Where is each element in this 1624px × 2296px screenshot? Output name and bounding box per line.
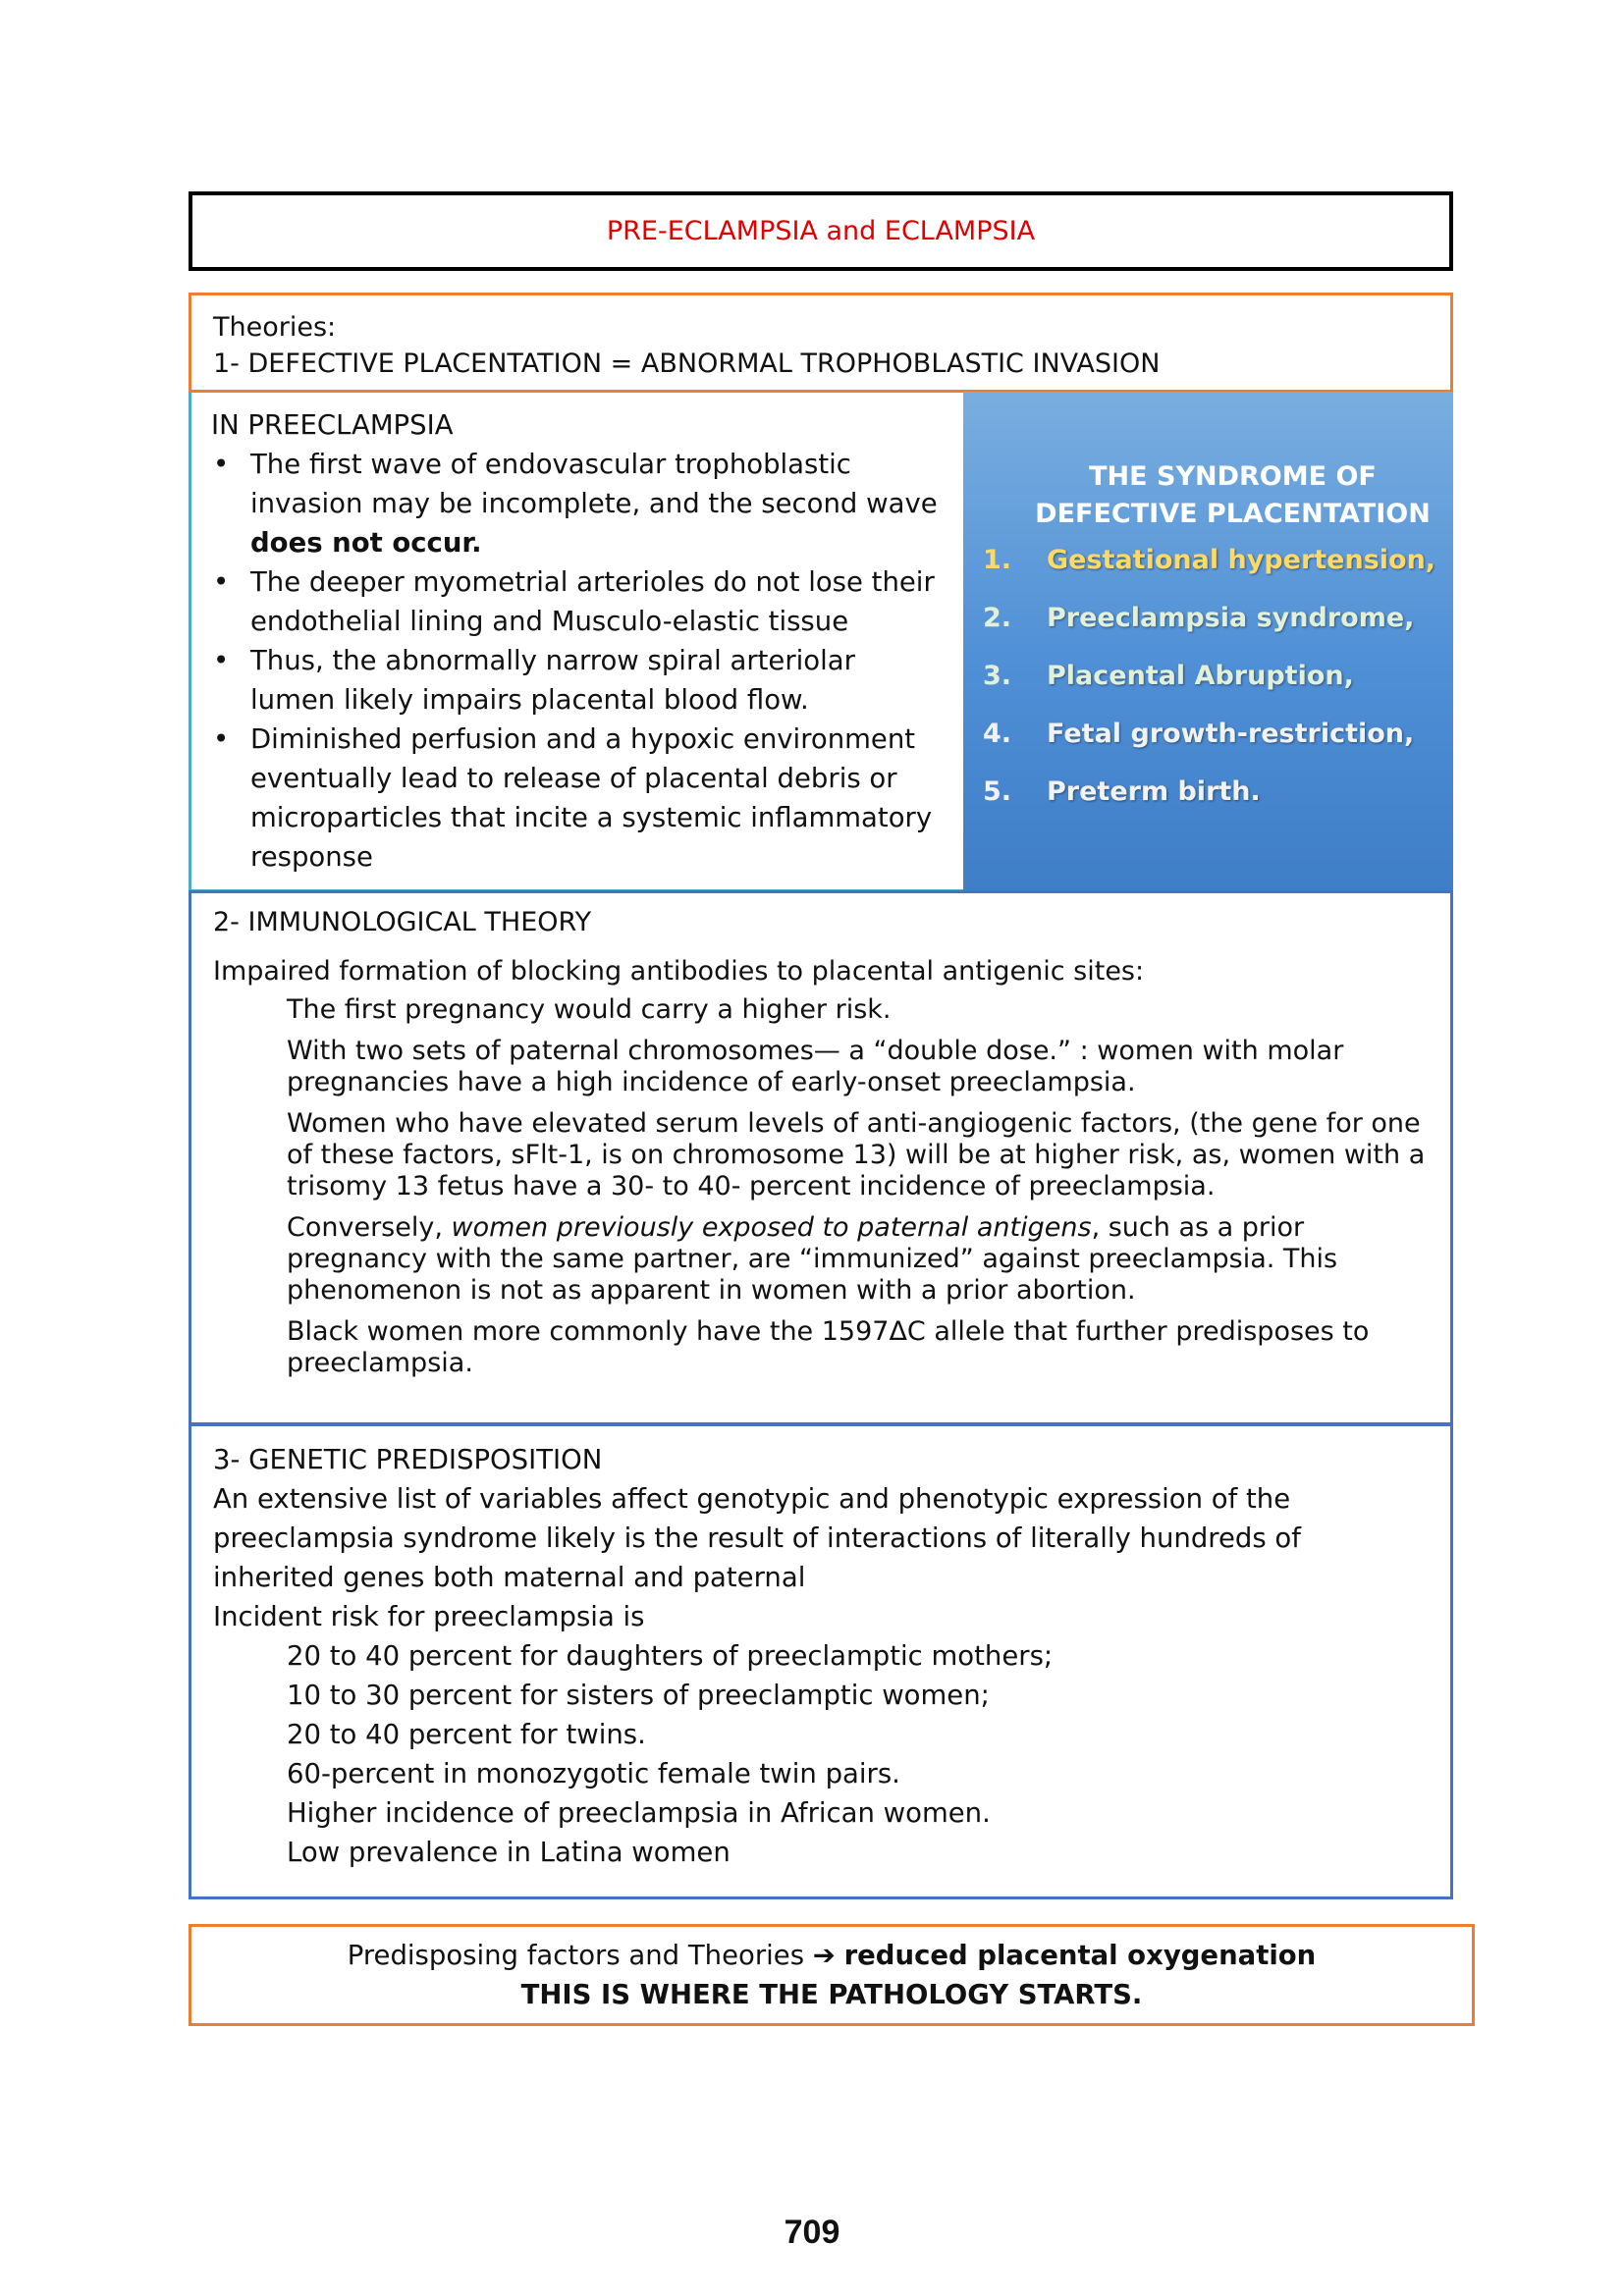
syndrome-item-number: 2. xyxy=(983,603,1012,633)
list-item xyxy=(211,445,944,562)
defective-placentation-section xyxy=(189,392,1453,892)
syndrome-item-text: Placental Abruption, xyxy=(1047,661,1354,691)
syndrome-item-text: Preeclampsia syndrome, xyxy=(1047,603,1415,633)
genetic-predisposition-section xyxy=(189,1423,1453,1899)
summary-line-2-text: THIS IS WHERE THE PATHOLOGY STARTS. xyxy=(520,1979,1143,2010)
list-item: • Diminished perfusion and a hypoxic environment eventually lead to release of placental debris or microparticles that incite a systemic inflammatory response xyxy=(211,720,944,877)
genetic-heading: 3- GENETIC PREDISPOSITION xyxy=(213,1444,603,1475)
bullet-1-bold: does not occur. xyxy=(250,527,482,559)
genetic-intro: An extensive list of variables affect genotypic and phenotypic expression of the preeclampsia syndrome likely is the result of interactions of literally hundreds of inherited genes both maternal and paternal xyxy=(213,1483,1301,1593)
page-title-box xyxy=(189,191,1453,271)
genetic-risk-list xyxy=(287,1636,1429,1872)
immuno-point-1: The first pregnancy would carry a higher risk. xyxy=(287,994,892,1025)
syndrome-item xyxy=(963,661,1453,719)
page-title: PRE-ECLAMPSIA and ECLAMPSIA xyxy=(606,216,1036,246)
list-item: Low prevalence in Latina women xyxy=(287,1837,731,1868)
immuno-point-4-b: , such as a prior pregnancy with the same partner, are “immunized” against preeclampsia. This phenomenon is not as apparent in women with a prior abortion. xyxy=(287,1212,1338,1306)
summary-bold: reduced placental oxygenation xyxy=(843,1940,1317,1971)
list-item: Higher incidence of preeclampsia in African women. xyxy=(287,1797,991,1829)
list-item: 20 to 40 percent for daughters of preeclamptic mothers; xyxy=(287,1640,1054,1672)
syndrome-list xyxy=(963,545,1453,834)
summary-text: Predisposing factors and Theories xyxy=(347,1940,805,1971)
preeclampsia-bullets xyxy=(211,445,944,877)
immuno-point-2: With two sets of paternal chromosomes— a “double dose.” : women with molar pregnancies have a high incidence of early-onset preeclampsia. xyxy=(287,1036,1344,1097)
page-number: 709 xyxy=(784,2214,840,2251)
list-item: • Thus, the abnormally narrow spiral arteriolar lumen likely impairs placental blood flow. xyxy=(211,641,944,720)
immuno-point-5: Black women more commonly have the 1597ΔC allele that further predisposes to preeclampsia. xyxy=(287,1316,1370,1378)
theories-box xyxy=(189,293,1453,393)
list-item: 60-percent in monozygotic female twin pairs. xyxy=(287,1758,900,1789)
syndrome-item-text: Fetal growth-restriction, xyxy=(1047,719,1415,749)
syndrome-item-number: 5. xyxy=(983,776,1012,807)
syndrome-item xyxy=(963,776,1453,834)
preeclampsia-panel xyxy=(189,392,963,892)
theory-1-heading: 1- DEFECTIVE PLACENTATION = ABNORMAL TROPHOBLASTIC INVASION xyxy=(213,348,1161,379)
immuno-point-4-a: Conversely, xyxy=(287,1212,443,1243)
syndrome-item-number: 1. xyxy=(983,545,1012,575)
syndrome-item xyxy=(963,603,1453,661)
immunological-heading: 2- IMMUNOLOGICAL THEORY xyxy=(213,907,592,937)
syndrome-item-number: 3. xyxy=(983,661,1012,691)
theories-label: Theories: xyxy=(213,312,337,343)
list-item: 10 to 30 percent for sisters of preeclamptic women; xyxy=(287,1680,990,1711)
immuno-point-4-italic: women previously exposed to paternal antigens xyxy=(451,1212,1092,1243)
immunological-points xyxy=(287,994,1429,1379)
bullet-1-text: The first wave of endovascular trophoblastic invasion may be incomplete, and the second wave xyxy=(250,449,938,519)
immunological-theory-section xyxy=(189,890,1453,1425)
genetic-risk-label: Incident risk for preeclampsia is xyxy=(213,1601,645,1632)
syndrome-item-text: Preterm birth. xyxy=(1047,776,1261,807)
syndrome-title: THE SYNDROME OF DEFECTIVE PLACENTATION xyxy=(1035,461,1431,529)
preeclampsia-heading: IN PREECLAMPSIA xyxy=(211,409,454,441)
syndrome-item xyxy=(963,545,1453,603)
syndrome-item-number: 4. xyxy=(983,719,1012,749)
right-arrow-icon: ➔ xyxy=(812,1940,836,1971)
list-item: • The deeper myometrial arterioles do not lose their endothelial lining and Musculo-elastic tissue xyxy=(211,562,944,641)
immunological-intro: Impaired formation of blocking antibodies to placental antigenic sites: xyxy=(213,956,1145,987)
summary-line-1 xyxy=(348,1936,1317,1975)
list-item: 20 to 40 percent for twins. xyxy=(287,1719,646,1750)
summary-box xyxy=(189,1924,1475,2026)
syndrome-panel xyxy=(963,392,1453,892)
immuno-point-4 xyxy=(287,1212,1429,1307)
syndrome-item-text: Gestational hypertension, xyxy=(1047,545,1436,575)
summary-line-2 xyxy=(521,1975,1143,2014)
syndrome-item xyxy=(963,719,1453,776)
immuno-point-3: Women who have elevated serum levels of anti-angiogenic factors, (the gene for one of these factors, sFlt-1, is on chromosome 13) will be at higher risk, as, women with a trisomy 13 fetus have a 30- to 40- percent incidence of preeclampsia. xyxy=(287,1108,1426,1201)
